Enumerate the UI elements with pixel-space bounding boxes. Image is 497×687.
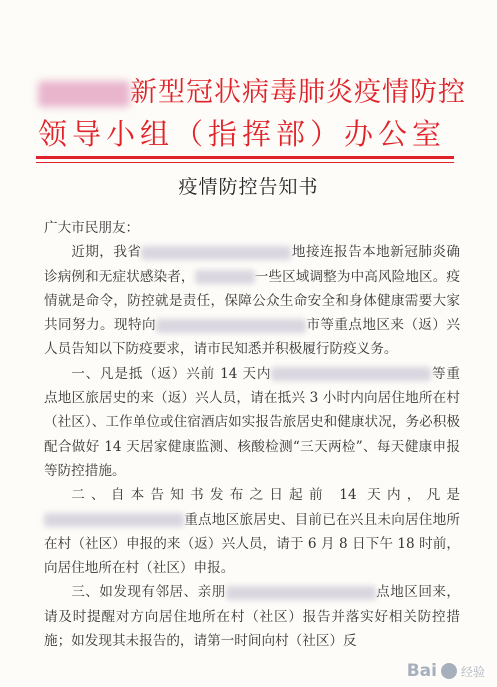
p3-seg1: 二、自本告知书发布之日起前 14 天内，凡是 (71, 487, 460, 504)
header-line-1 (38, 70, 468, 109)
p1-seg4: 市等重点地区来（返）兴人员告知以下防疫要求，请市民知悉并积极履行防疫义务。 (44, 317, 460, 358)
p1-seg2: 地接连报告本地新冠肺炎确诊病例和无症状感染者， (44, 244, 461, 285)
paragraph-4 (44, 580, 460, 653)
paragraph-3 (44, 483, 460, 580)
p4-seg2: 点地区回来，请及时提醒对方向居住地所在村（社区）报告并落实好相关防控措施；如发现其未报告的，请第一时间向村（社区）反 (44, 584, 461, 650)
p2-seg1: 一、凡是抵（返）兴前 14 天内 (71, 365, 272, 382)
redacted-text (271, 367, 431, 381)
greeting: 广大市民朋友： (44, 220, 140, 236)
redacted-text (195, 270, 255, 284)
document-body (44, 216, 460, 653)
redacted-text (156, 319, 306, 333)
redacted-region-name (38, 81, 130, 107)
p3-seg2: 重点地区旅居史、目前已在兴且未向居住地所在村（社区）申报的来（返）兴人员，请于 6 月 8 日下午 18 时前，向居住地所在村（社区）申报。 (44, 511, 460, 577)
redacted-text (44, 513, 184, 527)
redacted-text (141, 246, 291, 260)
header-line-2: 领导小组（指挥部）办公室 (38, 117, 447, 151)
watermark-logo: Bai (406, 661, 437, 681)
baidu-jingyan-watermark (407, 661, 485, 681)
watermark-text: 经验 (460, 664, 485, 679)
header-rule-thick (36, 156, 454, 159)
paw-icon (441, 663, 457, 679)
p4-seg1: 三、如发现有邻居、亲朋 (71, 584, 226, 601)
p2-seg2: 等重点地区旅居史的来（返）兴人员，请在抵兴 3 小时内向居住地所在村（社区）、工作单位或住宿酒店如实报告旅居史和健康状况，务必积极配合做好 14 天居家健康监测、核酸检测“三天两检”、每天健康申报等防控措施。 (44, 365, 460, 479)
paragraph-1 (44, 240, 460, 361)
paragraph-2 (44, 362, 460, 483)
p1-seg1: 近期，我省 (71, 244, 142, 261)
redacted-text (226, 586, 376, 600)
p1-seg3: 一些区域调整为中高风险地区。疫情就是命令，防控就是责任，保障公众生命安全和身体健康需要大家共同努力。现特向 (44, 268, 461, 334)
header-rule-thin (36, 162, 454, 163)
header-line-1-text: 新型冠状病毒肺炎疫情防控 (130, 77, 466, 108)
document-title: 疫情防控告知书 (178, 176, 319, 198)
